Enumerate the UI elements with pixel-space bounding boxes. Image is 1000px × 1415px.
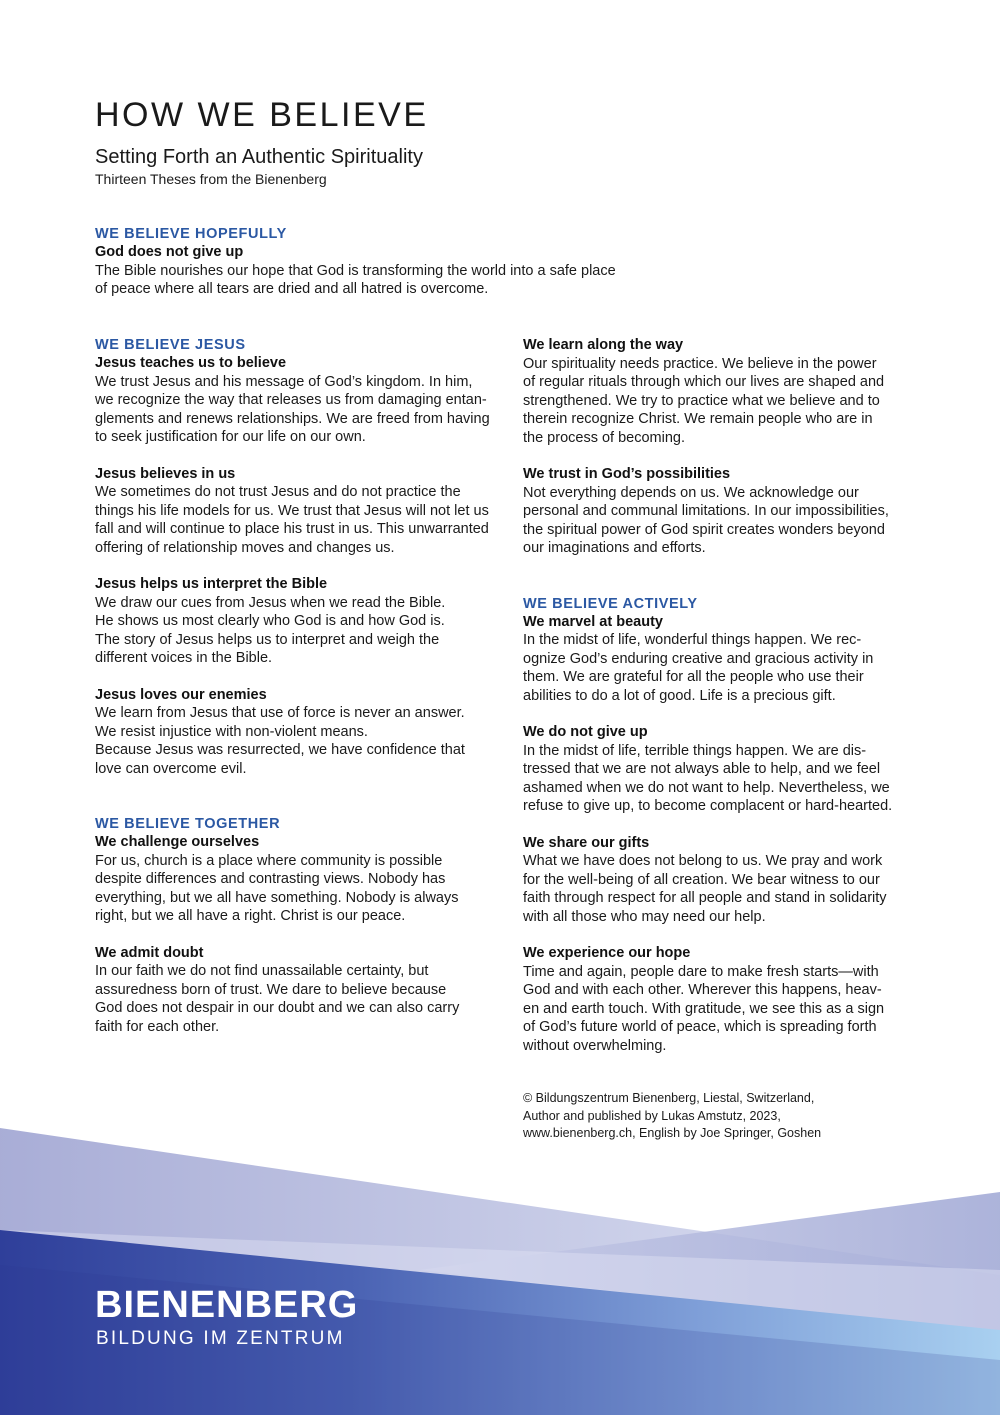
thesis-block xyxy=(523,613,918,706)
thesis-block xyxy=(95,833,505,926)
thesis-title: We admit doubt xyxy=(95,944,204,961)
thesis-block xyxy=(523,723,918,816)
thesis-block xyxy=(95,944,505,1037)
thesis-title: We share our gifts xyxy=(523,834,650,851)
thesis-text: We trust Jesus and his message of God’s kingdom. In him, we recognize the way that releases us from damaging entan- glements and renews relationships. We are freed from having to seek justification for our life on our own. xyxy=(95,373,490,445)
thesis-title: Jesus loves our enemies xyxy=(95,686,267,703)
section-heading: WE BELIEVE TOGETHER xyxy=(95,816,281,832)
thesis-title: We do not give up xyxy=(523,724,648,740)
thesis-block xyxy=(95,686,505,779)
brand-subtitle: BILDUNG IM ZENTRUM xyxy=(96,1328,345,1349)
thesis-text: What we have does not belong to us. We pray and work for the well-being of all creation. We bear witness to our faith through respect for all people and stand in solidarity with all those who may need our help. xyxy=(523,853,887,925)
section-practice xyxy=(523,336,918,558)
brand-logo-text: BIENENBERG xyxy=(95,1284,359,1326)
page-title: HOW WE BELIEVE xyxy=(95,96,429,134)
thesis-title: We trust in God’s possibilities xyxy=(523,466,731,482)
section-believe-hopefully xyxy=(95,225,695,317)
section-believe-actively xyxy=(523,595,918,1056)
thesis-title: We challenge ourselves xyxy=(95,834,260,850)
thesis-text: We learn from Jesus that use of force is never an answer. We resist injustice with non-violent means. Because Jesus was resurrected, we have confidence that love can overcome evil. xyxy=(95,705,465,777)
thesis-title: We experience our hope xyxy=(523,945,691,961)
thesis-title: God does not give up xyxy=(95,244,244,260)
thesis-text: In the midst of life, wonderful things happen. We rec- ognize God’s enduring creative and gracious activity in them. We are grateful for all the people who use their abilities to do a lot of good. Life is a precious gift. xyxy=(523,632,874,704)
thesis-text: The Bible nourishes our hope that God is transforming the world into a safe place of peace where all tears are dried and all hatred is overcome. xyxy=(95,262,616,297)
thesis-block xyxy=(95,575,505,668)
thesis-title: Jesus believes in us xyxy=(95,465,236,482)
section-spacer xyxy=(95,796,505,815)
footer-wave-graphic xyxy=(0,1120,1000,1415)
thesis-text: We sometimes do not trust Jesus and do not practice the things his life models for us. We trust that Jesus will not let us fall and will continue to place his trust in us. This unwarranted offering of relationship moves and changes us. xyxy=(95,484,489,556)
page-tagline: Thirteen Theses from the Bienenberg xyxy=(95,171,327,187)
copyright-notice: © Bildungszentrum Bienenberg, Liestal, Switzerland, Author and published by Lukas Amstutz, 2023, www.bienenberg.ch, English by Joe Springer, Goshen xyxy=(523,1091,822,1140)
thesis-title: We learn along the way xyxy=(523,337,684,353)
section-spacer xyxy=(523,576,918,595)
right-column xyxy=(523,336,918,1073)
thesis-text: Our spirituality needs practice. We believe in the power of regular rituals through which our lives are shaped and strengthened. We try to practice what we believe and to therein recognize Christ. We remain people who are in the process of becoming. xyxy=(523,355,885,446)
thesis-block xyxy=(523,944,918,1055)
thesis-block xyxy=(523,834,918,927)
thesis-block xyxy=(523,465,918,558)
section-heading: WE BELIEVE JESUS xyxy=(95,337,246,353)
thesis-block xyxy=(523,336,918,447)
thesis-block xyxy=(95,354,505,447)
thesis-block xyxy=(95,243,695,299)
thesis-text: For us, church is a place where community is possible despite differences and contrasting views. Nobody has everything, but we all have something. Nobody is always right, but we all have a right. Christ is our peace. xyxy=(95,852,459,924)
thesis-title: Jesus helps us interpret the Bible xyxy=(95,576,328,592)
section-believe-together xyxy=(95,815,505,1036)
section-heading: WE BELIEVE HOPEFULLY xyxy=(95,226,287,242)
thesis-text: In the midst of life, terrible things happen. We are dis- tressed that we are not always able to help, and we feel ashamed when we do not want to help. Nevertheless, we refuse to give up, to become complacent or hard-hearted. xyxy=(523,742,893,814)
section-heading: WE BELIEVE ACTIVELY xyxy=(523,595,698,612)
left-column xyxy=(95,336,505,1054)
thesis-block xyxy=(95,465,505,558)
thesis-title: Jesus teaches us to believe xyxy=(95,355,287,371)
thesis-title: We marvel at beauty xyxy=(523,613,663,630)
thesis-text: We draw our cues from Jesus when we read the Bible. He shows us most clearly who God is and how God is. The story of Jesus helps us to interpret and weigh the different voices in the Bible. xyxy=(95,594,446,666)
thesis-text: Not everything depends on us. We acknowledge our personal and communal limitations. In our impossibilities, the spiritual power of God spirit creates wonders beyond our imaginations and efforts. xyxy=(523,484,889,556)
section-believe-jesus xyxy=(95,336,505,778)
page-subtitle: Setting Forth an Authentic Spirituality xyxy=(95,146,423,168)
thesis-text: Time and again, people dare to make fresh starts—with God and with each other. Wherever this happens, heav- en and earth touch. With gratitude, we see this as a sign of God’s future world of peace, which is spreading forth without overwhelming. xyxy=(523,963,885,1054)
thesis-text: In our faith we do not find unassailable certainty, but assuredness born of trust. We dare to believe because God does not despair in our doubt and we can also carry faith for each other. xyxy=(95,963,460,1035)
